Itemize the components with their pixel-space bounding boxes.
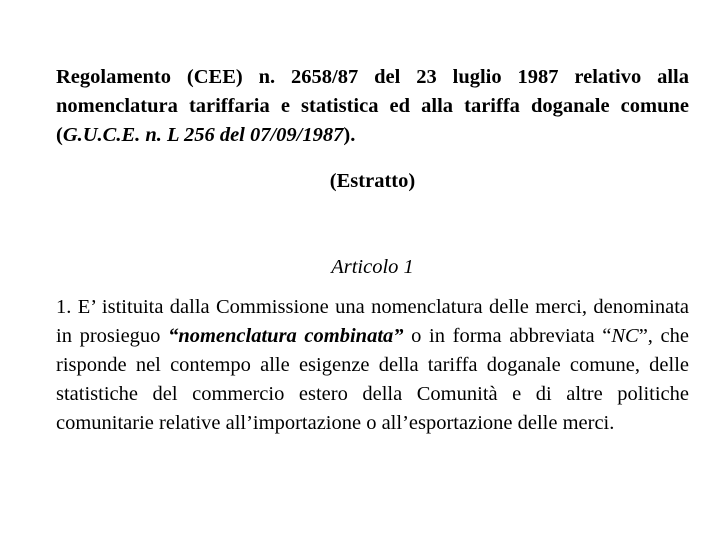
article-text-part2: o in forma abbreviata (403, 325, 603, 347)
article-text-part3: , che risponde nel contempo alle esigenze della tariffa doganale comune, delle statistiche del commercio estero della Comunità e di altre politiche comunitarie relative all’importazione o all’esportazione delle merci. (56, 325, 690, 434)
term-nc-open-quote: “ (602, 325, 612, 347)
title-main: Regolamento (CEE) n. 2658/87 del 23 luglio 1987 relativo alla nomenclatura tariffaria e statistica ed alla tariffa doganale comune ( (56, 66, 689, 146)
term-nomenclatura-combinata: “nomenclatura combinata” (168, 325, 404, 347)
article-heading: Articolo 1 (331, 256, 414, 278)
term-nc: NC (611, 325, 639, 347)
extract-label: (Estratto) (329, 170, 416, 192)
regulation-title (56, 63, 689, 150)
article-body (56, 293, 689, 438)
document-page (56, 63, 690, 434)
title-closing: ). (343, 124, 356, 146)
term-nc-close-quote: ” (638, 325, 648, 347)
title-citation: G.U.C.E. n. L 256 del 07/09/1987 (62, 124, 344, 146)
article-text-part1: 1. E’ istituita dalla Commissione una nomenclatura delle merci, denominata in prosieguo (56, 296, 689, 347)
